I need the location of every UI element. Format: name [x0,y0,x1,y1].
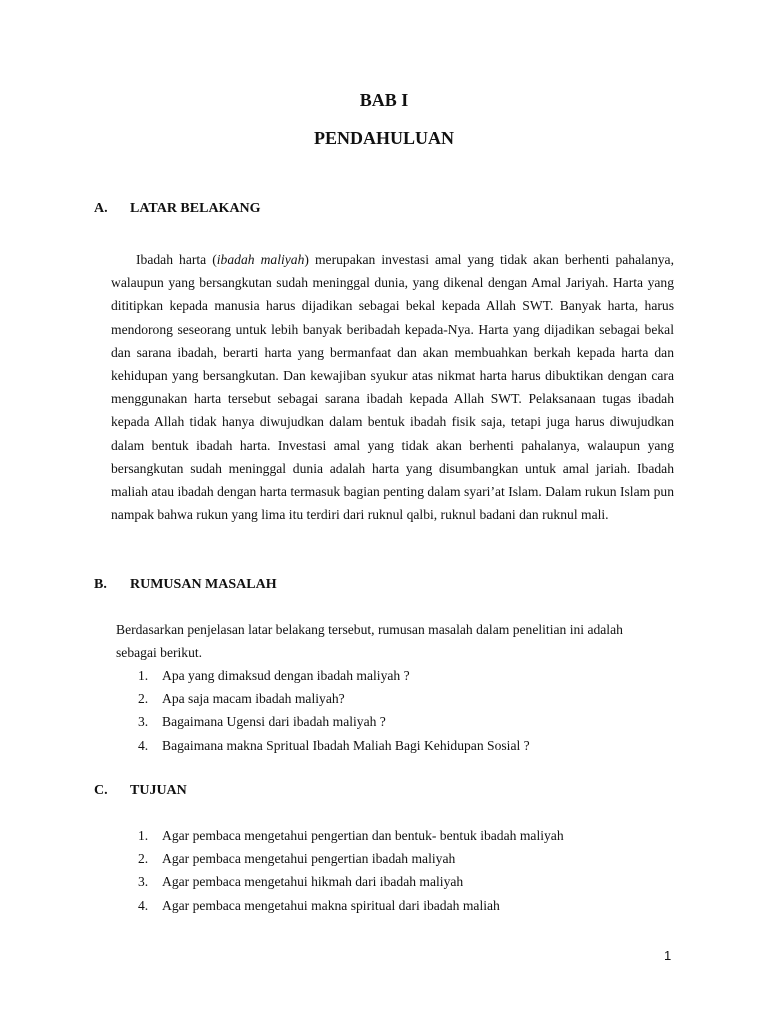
list-text: Bagaimana makna Spritual Ibadah Maliah Bagi Kehidupan Sosial ? [162,737,530,753]
list-number: 3. [138,874,149,890]
section-b-letter: B. [94,577,107,592]
list-number: 3. [138,714,149,730]
list-text: Agar pembaca mengetahui hikmah dari ibadah maliyah [162,874,464,890]
section-a-heading [94,201,261,217]
list-number: 1. [138,828,149,843]
list-item [116,664,676,687]
list-number: 2. [138,691,149,707]
paragraph-rest: ) merupakan investasi amal yang tidak akan berhenti pahalanya, walaupun yang bersangkutan sudah meninggal dunia, yang dikenal dengan Amal Jariyah. Harta yang dititipkan kepada manusia harus dijadikan sebagai bekal kepada Allah SWT. Banyak harta, harus mendorong seseorang untuk lebih banyak beribadah kepada-Nya. Harta yang dijadikan sebagai bekal dan sarana ibadah, berarti harta yang bermanfaat dan akan membuahkan berkah kepada harta dan kehidupan yang bersangkutan. Dan kewajiban syukur atas nikmat harta harus dibuktikan dengan cara menggunakan harta tersebut sebagai sarana ibadah kepada Allah SWT. Pelaksanaan tugas ibadah kepada Allah tidak hanya diwujudkan dalam bentuk ibadah fisik saja, tetapi juga harus diwujudkan dalam bentuk ibadah harta. Investasi amal yang tidak akan berhenti pahalanya, walaupun yang bersangkutan sudah meninggal dunia adalah harta yang disumbangkan untuk amal jariah. Ibadah maliah atau ibadah dengan harta termasuk bagian penting dalam syari’at Islam. Dalam rukun Islam pun nampak bahwa rukun yang lima itu terdiri dari ruknul qalbi, ruknul badani dan ruknul mali. [111,252,674,523]
section-b-intro [116,618,676,664]
list-item [116,710,676,733]
section-a-letter: A. [94,201,108,216]
list-item [116,894,676,917]
list-text: Agar pembaca mengetahui pengertian ibadah maliyah [162,851,456,867]
section-b-heading [94,577,277,593]
list-number: 4. [138,737,149,753]
section-a-title: LATAR BELAKANG [130,201,261,216]
list-item [116,847,676,870]
list-number: 1. [138,668,149,683]
list-number: 2. [138,851,149,867]
section-c-letter: C. [94,783,108,798]
section-b-intro-line2: sebagai berikut. [116,645,203,661]
section-a-paragraph [111,248,674,526]
objectives-list [116,824,676,917]
list-item [116,687,676,710]
page-number: 1 [664,948,672,963]
section-b-intro-line1: Berdasarkan penjelasan latar belakang tersebut, rumusan masalah dalam penelitian ini adalah [116,622,623,637]
section-c-title: TUJUAN [130,783,187,798]
chapter-title: PENDAHULUAN [313,128,454,148]
chapter-number: BAB I [359,90,409,110]
paragraph-italic-term: ibadah maliyah [216,252,305,267]
list-text: Bagaimana Ugensi dari ibadah maliyah ? [162,714,386,730]
list-item [116,734,676,757]
list-item [116,870,676,893]
list-text: Agar pembaca mengetahui pengertian dan bentuk- bentuk ibadah maliyah [162,828,564,843]
list-text: Apa yang dimaksud dengan ibadah maliyah ? [162,668,410,683]
list-item [116,824,676,847]
list-text: Agar pembaca mengetahui makna spiritual dari ibadah maliah [162,897,500,913]
research-questions-list [116,664,676,757]
paragraph-start: Ibadah harta ( [136,252,217,267]
list-number: 4. [138,897,149,913]
section-b-title: RUMUSAN MASALAH [130,577,277,592]
list-text: Apa saja macam ibadah maliyah? [162,691,345,707]
section-c-heading [94,783,187,799]
